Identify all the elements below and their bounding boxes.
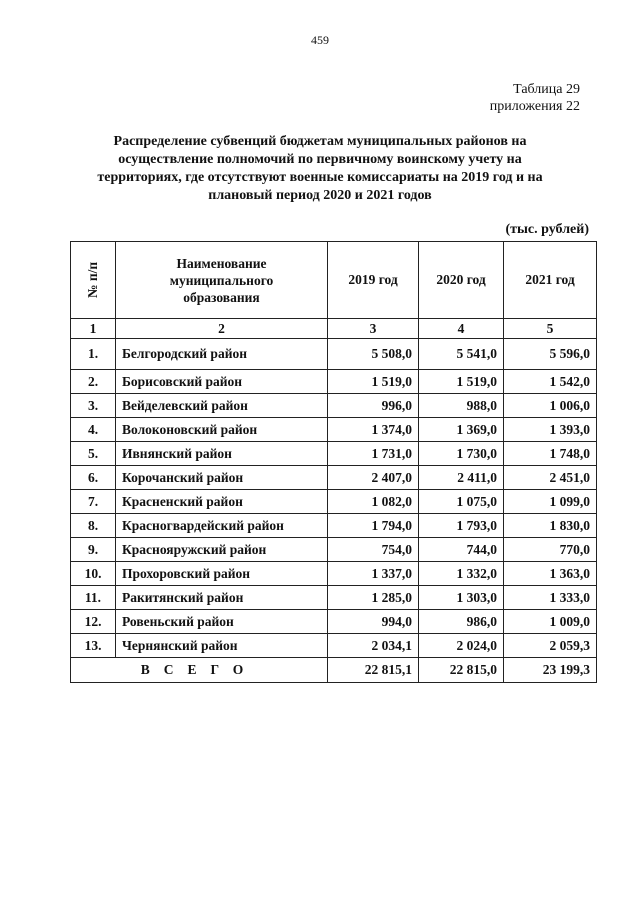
table-row	[71, 490, 597, 514]
column-number: 4	[419, 319, 504, 339]
row-district-name: Белгородский район	[116, 339, 328, 370]
table-row	[71, 442, 597, 466]
row-value-2021: 1 748,0	[504, 442, 597, 466]
header-2019: 2019 год	[328, 242, 419, 319]
row-district-name: Корочанский район	[116, 466, 328, 490]
title-line-1: Распределение субвенций бюджетам муниципальных районов на	[113, 134, 527, 149]
table-row	[71, 562, 597, 586]
caption-table-number: Таблица 29	[513, 82, 580, 97]
row-district-name: Чернянский район	[116, 634, 328, 658]
row-value-2020: 1 075,0	[419, 490, 504, 514]
row-district-name: Ракитянский район	[116, 586, 328, 610]
header-name	[116, 242, 328, 319]
row-value-2019: 1 082,0	[328, 490, 419, 514]
table-row	[71, 634, 597, 658]
row-district-name: Волоконовский район	[116, 418, 328, 442]
row-district-name: Вейделевский район	[116, 394, 328, 418]
row-value-2020: 1 332,0	[419, 562, 504, 586]
table-row	[71, 514, 597, 538]
subvention-table	[70, 241, 597, 683]
header-name-line-3: образования	[183, 289, 260, 305]
row-value-2020: 1 730,0	[419, 442, 504, 466]
row-value-2019: 1 519,0	[328, 370, 419, 394]
row-value-2020: 1 519,0	[419, 370, 504, 394]
total-row	[71, 658, 597, 683]
row-value-2019: 1 794,0	[328, 514, 419, 538]
row-value-2021: 1 542,0	[504, 370, 597, 394]
table-caption	[490, 81, 580, 115]
row-value-2021: 1 333,0	[504, 586, 597, 610]
row-number: 12.	[71, 610, 116, 634]
row-number: 3.	[71, 394, 116, 418]
row-value-2020: 1 793,0	[419, 514, 504, 538]
title-line-4: плановый период 2020 и 2021 годов	[208, 188, 432, 203]
row-value-2019: 1 285,0	[328, 586, 419, 610]
column-number: 3	[328, 319, 419, 339]
row-value-2020: 1 369,0	[419, 418, 504, 442]
row-district-name: Красногвардейский район	[116, 514, 328, 538]
column-number: 5	[504, 319, 597, 339]
total-2019: 22 815,1	[328, 658, 419, 683]
row-district-name: Борисовский район	[116, 370, 328, 394]
header-number	[71, 242, 116, 319]
row-value-2021: 770,0	[504, 538, 597, 562]
row-value-2020: 988,0	[419, 394, 504, 418]
document-title	[90, 133, 550, 205]
row-number: 5.	[71, 442, 116, 466]
row-district-name: Прохоровский район	[116, 562, 328, 586]
row-value-2020: 5 541,0	[419, 339, 504, 370]
row-value-2019: 996,0	[328, 394, 419, 418]
row-value-2021: 1 830,0	[504, 514, 597, 538]
column-number: 2	[116, 319, 328, 339]
column-number: 1	[71, 319, 116, 339]
row-value-2019: 5 508,0	[328, 339, 419, 370]
title-line-2: осуществление полномочий по первичному воинскому учету на	[118, 152, 522, 167]
title-line-3: территориях, где отсутствуют военные комиссариаты на 2019 год и на	[97, 170, 543, 185]
table-row	[71, 418, 597, 442]
total-label: ВСЕГО	[71, 658, 328, 683]
row-district-name: Ивнянский район	[116, 442, 328, 466]
row-value-2019: 1 374,0	[328, 418, 419, 442]
caption-appendix: приложения 22	[489, 99, 580, 114]
row-number: 6.	[71, 466, 116, 490]
row-district-name: Краснояружский район	[116, 538, 328, 562]
header-name-line-1: Наименование	[176, 255, 267, 271]
row-value-2020: 1 303,0	[419, 586, 504, 610]
column-number-row	[71, 319, 597, 339]
row-number: 13.	[71, 634, 116, 658]
row-value-2021: 1 393,0	[504, 418, 597, 442]
row-value-2020: 986,0	[419, 610, 504, 634]
table-row	[71, 586, 597, 610]
row-number: 10.	[71, 562, 116, 586]
header-2021: 2021 год	[504, 242, 597, 319]
page-number: 459	[311, 33, 329, 47]
row-value-2021: 1 099,0	[504, 490, 597, 514]
row-value-2021: 1 009,0	[504, 610, 597, 634]
row-value-2021: 1 363,0	[504, 562, 597, 586]
table-row	[71, 370, 597, 394]
row-number: 1.	[71, 339, 116, 370]
row-value-2019: 754,0	[328, 538, 419, 562]
row-value-2019: 1 731,0	[328, 442, 419, 466]
table-row	[71, 394, 597, 418]
header-name-line-2: муниципального	[169, 272, 274, 288]
row-value-2019: 2 407,0	[328, 466, 419, 490]
row-value-2019: 2 034,1	[328, 634, 419, 658]
row-value-2021: 1 006,0	[504, 394, 597, 418]
total-2020: 22 815,0	[419, 658, 504, 683]
row-value-2021: 5 596,0	[504, 339, 597, 370]
row-number: 4.	[71, 418, 116, 442]
units-label: (тыс. рублей)	[505, 222, 589, 237]
table-row	[71, 466, 597, 490]
row-value-2019: 994,0	[328, 610, 419, 634]
row-value-2021: 2 451,0	[504, 466, 597, 490]
row-number: 9.	[71, 538, 116, 562]
row-number: 11.	[71, 586, 116, 610]
row-number: 2.	[71, 370, 116, 394]
row-district-name: Ровеньский район	[116, 610, 328, 634]
row-number: 8.	[71, 514, 116, 538]
header-number-label: № п/п	[85, 261, 100, 299]
table-row	[71, 339, 597, 370]
row-value-2020: 744,0	[419, 538, 504, 562]
row-value-2019: 1 337,0	[328, 562, 419, 586]
row-number: 7.	[71, 490, 116, 514]
row-value-2020: 2 024,0	[419, 634, 504, 658]
total-2021: 23 199,3	[504, 658, 597, 683]
row-value-2021: 2 059,3	[504, 634, 597, 658]
table-row	[71, 538, 597, 562]
header-2020: 2020 год	[419, 242, 504, 319]
table-row	[71, 610, 597, 634]
row-district-name: Красненский район	[116, 490, 328, 514]
row-value-2020: 2 411,0	[419, 466, 504, 490]
table-header-row	[71, 242, 597, 319]
